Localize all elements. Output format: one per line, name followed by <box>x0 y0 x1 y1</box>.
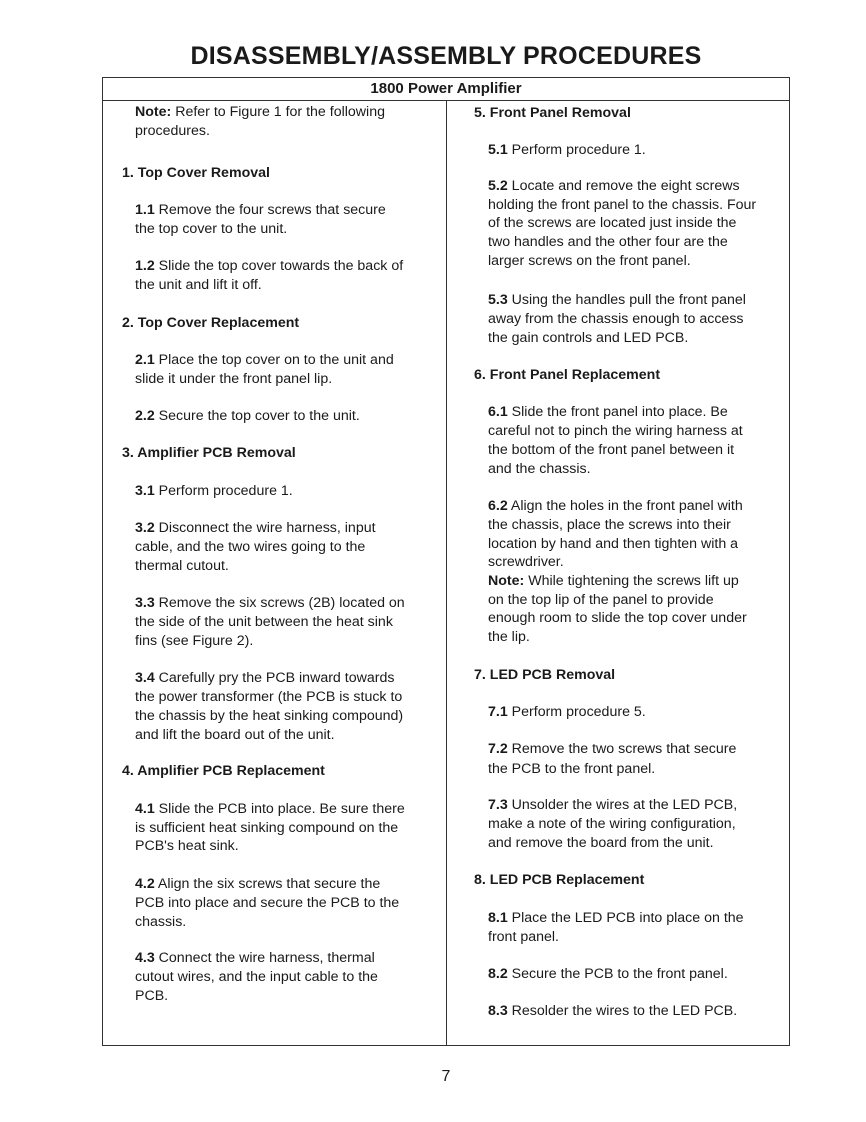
note-text: the lip. <box>488 629 530 645</box>
step-number: 2.1 <box>135 352 155 368</box>
step-text: fins (see Figure 2). <box>135 633 254 649</box>
step-3-2 <box>135 519 376 538</box>
section-heading-2: 2. Top Cover Replacement <box>122 315 300 331</box>
section-heading-8: 8. LED PCB Replacement <box>474 872 645 888</box>
step-number: 5.1 <box>488 142 508 158</box>
step-text: screwdriver. <box>488 554 564 570</box>
step-6-note <box>488 572 739 591</box>
step-8-1 <box>488 909 744 928</box>
step-text: Disconnect the wire harness, input <box>154 520 376 536</box>
step-number: 8.3 <box>488 1003 508 1019</box>
step-2-2 <box>135 407 360 426</box>
step-8-3 <box>488 1002 737 1021</box>
step-text: the side of the unit between the heat sink <box>135 614 393 630</box>
step-text: Perform procedure 1. <box>154 483 293 499</box>
step-text: Resolder the wires to the LED PCB. <box>507 1003 738 1019</box>
section-heading-5: 5. Front Panel Removal <box>474 105 631 121</box>
step-text: Secure the PCB to the front panel. <box>507 966 728 982</box>
step-text: away from the chassis enough to access <box>488 311 744 327</box>
section-heading-4: 4. Amplifier PCB Replacement <box>122 763 325 779</box>
step-text: Slide the top cover towards the back of <box>154 258 404 274</box>
step-text: cable, and the two wires going to the <box>135 539 366 555</box>
step-text: Connect the wire harness, thermal <box>154 950 375 966</box>
step-text: PCB's heat sink. <box>135 838 239 854</box>
step-number: 3.2 <box>135 520 155 536</box>
note-text: Refer to Figure 1 for the following <box>171 104 385 120</box>
step-number: 4.1 <box>135 801 155 817</box>
step-text: Secure the top cover to the unit. <box>154 408 360 424</box>
step-text: the unit and lift it off. <box>135 277 262 293</box>
step-text: cutout wires, and the input cable to the <box>135 969 378 985</box>
step-5-2 <box>488 177 740 196</box>
note-text-cont: procedures. <box>135 123 210 139</box>
step-text: Remove the six screws (2B) located on <box>154 595 405 611</box>
step-6-2 <box>488 497 743 516</box>
page-title: DISASSEMBLY/ASSEMBLY PROCEDURES <box>190 42 702 70</box>
step-text: Carefully pry the PCB inward towards <box>154 670 395 686</box>
step-number: 1.1 <box>135 202 155 218</box>
step-3-3 <box>135 594 405 613</box>
note-label: Note: <box>135 104 172 120</box>
step-text: Slide the PCB into place. Be sure there <box>154 801 405 817</box>
step-text: is sufficient heat sinking compound on the <box>135 820 399 836</box>
step-text: Slide the front panel into place. Be <box>507 404 728 420</box>
step-4-2 <box>135 875 380 894</box>
step-text: larger screws on the front panel. <box>488 253 691 269</box>
section-heading-1: 1. Top Cover Removal <box>122 165 270 181</box>
step-7-1 <box>488 703 646 722</box>
step-text: Place the LED PCB into place on the <box>507 910 744 926</box>
step-text: two handles and the other four are the <box>488 234 728 250</box>
step-number: 4.3 <box>135 950 155 966</box>
step-5-1 <box>488 141 646 160</box>
column-divider <box>446 101 447 1045</box>
step-number: 3.4 <box>135 670 155 686</box>
step-text: PCB into place and secure the PCB to the <box>135 895 400 911</box>
table-subtitle: 1800 Power Amplifier <box>103 78 789 101</box>
step-text: Remove the four screws that secure <box>154 202 386 218</box>
step-text: the top cover to the unit. <box>135 221 288 237</box>
note-label: Note: <box>488 573 525 589</box>
step-text: and remove the board from the unit. <box>488 835 714 851</box>
step-text: Using the handles pull the front panel <box>507 292 746 308</box>
step-text: the bottom of the front panel between it <box>488 442 735 458</box>
step-2-1 <box>135 351 394 370</box>
step-text: Align the holes in the front panel with <box>507 498 743 514</box>
step-number: 8.2 <box>488 966 508 982</box>
step-8-2 <box>488 965 728 984</box>
step-text: front panel. <box>488 929 559 945</box>
step-number: 8.1 <box>488 910 508 926</box>
step-text: Place the top cover on to the unit and <box>154 352 394 368</box>
step-text: Perform procedure 1. <box>507 142 646 158</box>
step-text: and the chassis. <box>488 461 591 477</box>
step-text: Align the six screws that secure the <box>154 876 381 892</box>
step-text: slide it under the front panel lip. <box>135 371 333 387</box>
step-number: 7.2 <box>488 741 508 757</box>
step-1-1 <box>135 201 386 220</box>
step-number: 6.1 <box>488 404 508 420</box>
step-text: the chassis by the heat sinking compound) <box>135 708 404 724</box>
step-3-1 <box>135 482 293 501</box>
step-number: 3.3 <box>135 595 155 611</box>
step-text: and lift the board out of the unit. <box>135 727 335 743</box>
step-text: make a note of the wiring configuration, <box>488 816 736 832</box>
note-line <box>135 103 385 122</box>
step-text: the PCB to the front panel. <box>488 761 656 777</box>
step-number: 5.2 <box>488 178 508 194</box>
note-text: enough room to slide the top cover under <box>488 610 747 626</box>
step-4-1 <box>135 800 405 819</box>
step-text: location by hand and then tighten with a <box>488 536 739 552</box>
step-number: 7.1 <box>488 704 508 720</box>
section-heading-3: 3. Amplifier PCB Removal <box>122 445 296 461</box>
step-number: 6.2 <box>488 498 508 514</box>
step-1-2 <box>135 257 403 276</box>
step-text: Remove the two screws that secure <box>507 741 737 757</box>
step-5-3 <box>488 291 746 310</box>
note-text: While tightening the screws lift up <box>524 573 739 589</box>
step-4-3 <box>135 949 375 968</box>
step-text: thermal cutout. <box>135 558 229 574</box>
step-3-4 <box>135 669 394 688</box>
section-heading-6: 6. Front Panel Replacement <box>474 367 661 383</box>
step-text: holding the front panel to the chassis. Four <box>488 197 757 213</box>
step-text: Unsolder the wires at the LED PCB, <box>507 797 738 813</box>
step-7-3 <box>488 796 737 815</box>
step-number: 3.1 <box>135 483 155 499</box>
step-text: the gain controls and LED PCB. <box>488 330 689 346</box>
page-number: 7 <box>441 1068 451 1085</box>
step-7-2 <box>488 740 736 759</box>
step-text: chassis. <box>135 914 187 930</box>
step-number: 4.2 <box>135 876 155 892</box>
step-number: 5.3 <box>488 292 508 308</box>
step-text: of the screws are located just inside the <box>488 215 737 231</box>
step-number: 1.2 <box>135 258 155 274</box>
step-number: 7.3 <box>488 797 508 813</box>
step-text: Perform procedure 5. <box>507 704 646 720</box>
step-text: the power transformer (the PCB is stuck to <box>135 689 403 705</box>
step-number: 2.2 <box>135 408 155 424</box>
note-text: on the top lip of the panel to provide <box>488 592 714 608</box>
step-text: Locate and remove the eight screws <box>507 178 740 194</box>
section-heading-7: 7. LED PCB Removal <box>474 667 616 683</box>
step-6-1 <box>488 403 728 422</box>
step-text: careful not to pinch the wiring harness at <box>488 423 743 439</box>
step-text: PCB. <box>135 988 169 1004</box>
step-text: the chassis, place the screws into their <box>488 517 731 533</box>
